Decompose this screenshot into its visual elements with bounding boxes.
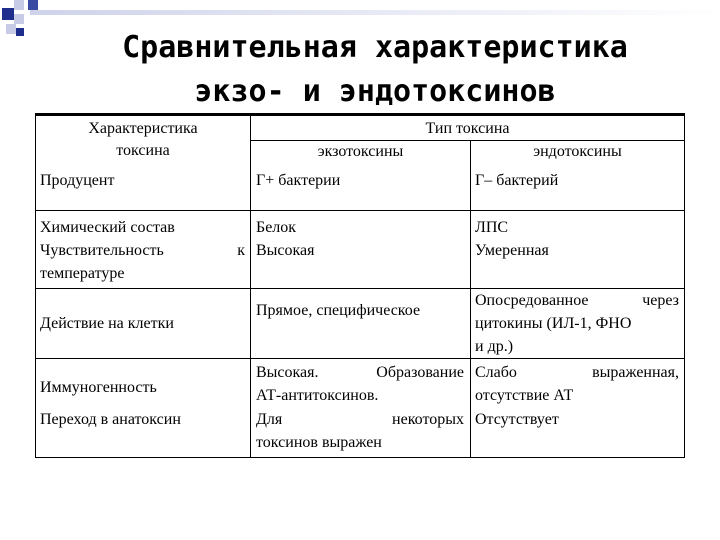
header-characteristic-line2: токсина [116,142,170,159]
row-immunogenicity-exo-line2: АТ-антитоксинов. [256,387,379,404]
row-action-feature: Действие на клетки [40,315,174,332]
row-producer-exo: Г+ бактерии [256,172,341,189]
row-toxoid-exo-word2: некоторых [392,411,464,428]
table-left-border [35,116,36,458]
row-immunogenicity-endo-line1 [475,362,679,384]
row-divider [35,288,685,289]
row-chemical-feature: Химический состав [40,219,175,236]
column-divider-1 [250,116,251,458]
slide-title: Сравнительная характеристика [122,30,628,65]
row-toxoid-endo: Отсутствует [475,411,559,428]
row-immunogenicity-exo-word2: Образование [376,364,464,381]
row-temperature-endo: Умеренная [475,242,549,259]
row-toxoid-exo-word1: Для [256,411,283,428]
header-exotoxins: экзотоксины [317,143,404,160]
row-action-endo-line1 [475,290,679,312]
header-rule [30,10,720,15]
table-top-border [35,113,685,116]
header-endotoxins: эндотоксины [533,143,622,160]
row-toxoid-exo-line2: токсинов выражен [256,434,382,451]
row-immunogenicity-endo-word2: выраженная, [592,364,679,381]
row-action-endo-line3: и др.) [475,338,514,355]
table-right-border [684,116,685,458]
row-immunogenicity-exo-word1: Высокая. [256,364,319,381]
row-action-endo-word2: через [642,292,679,309]
row-immunogenicity-endo-line2: отсутствие АТ [475,387,574,404]
header-characteristic [36,118,250,162]
row-immunogenicity-exo-line1 [256,362,464,384]
row-temperature-feature-word1: Чувствительность [40,242,164,259]
row-temperature-feature-word2: к [237,242,245,259]
row-action-endo-line2: цитокины (ИЛ-1, ФНО [475,315,632,332]
row-chemical-endo: ЛПС [475,219,509,236]
row-toxoid-exo-line1 [256,409,464,431]
table-bottom-border [35,457,685,458]
row-temperature-feature-line1 [40,240,245,262]
header-toxin-type: Тип токсина [425,120,510,137]
row-immunogenicity-feature: Иммуногенность [40,379,157,396]
row-immunogenicity-endo-word1: Слабо [475,364,517,381]
slide-subtitle: экзо- и эндотоксинов [194,74,556,109]
row-producer-endo: Г– бактерий [475,172,559,189]
row-toxoid-feature: Переход в анатоксин [40,411,181,428]
row-temperature-exo: Высокая [256,242,315,259]
row-action-endo-word1: Опосредованное [475,292,589,309]
row-producer-feature: Продуцент [40,172,115,189]
row-divider [35,358,685,359]
row-divider [35,210,685,211]
header-characteristic-line1: Характеристика [88,120,198,137]
row-chemical-exo: Белок [256,219,297,236]
row-temperature-feature-line2: температуре [40,265,125,282]
row-action-exo: Прямое, специфическое [256,302,421,319]
column-divider-2 [470,140,471,458]
